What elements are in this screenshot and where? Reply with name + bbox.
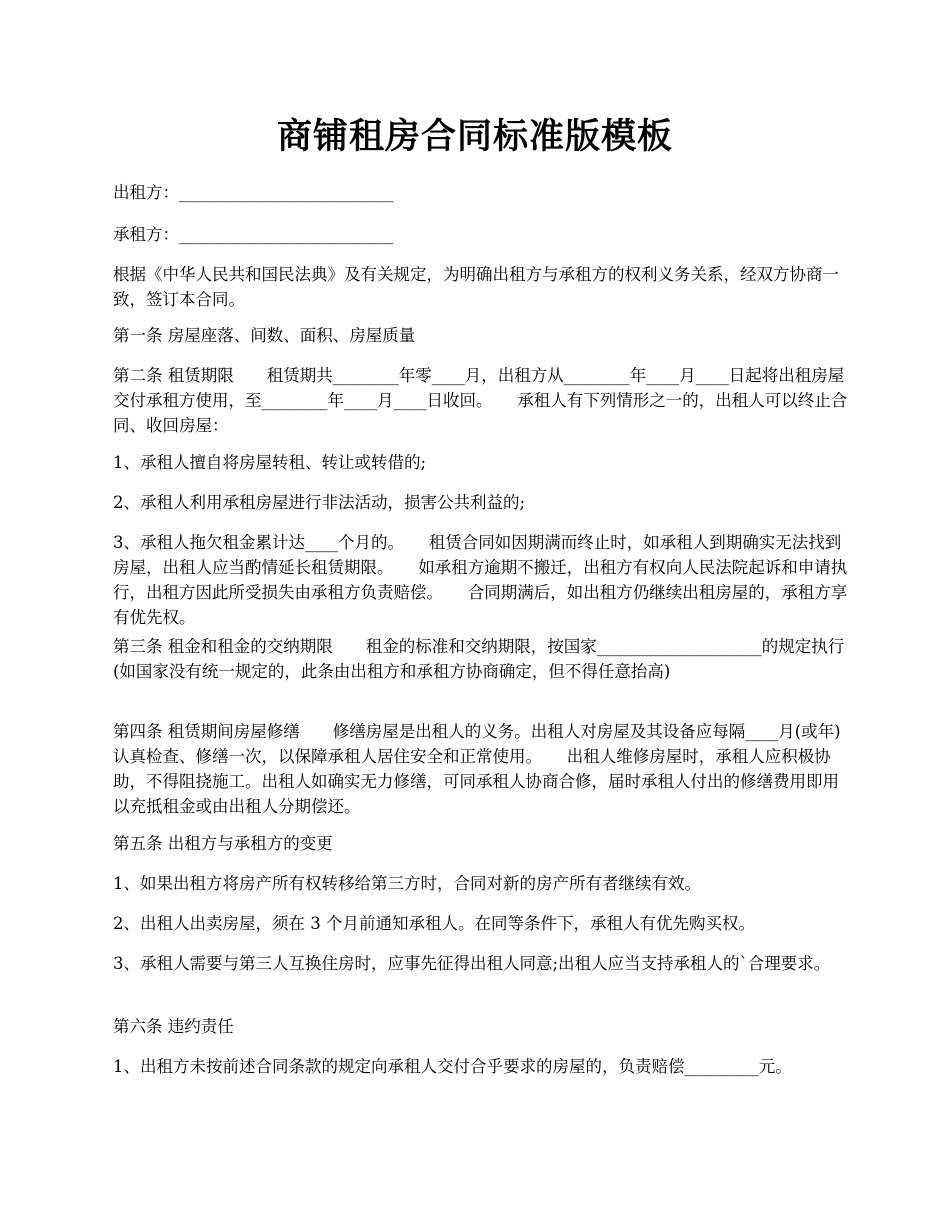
article-2-item-1: 1、承租人擅自将房屋转租、转让或转借的;: [113, 453, 427, 472]
lessee-field: 承租方：__________________________: [113, 225, 394, 244]
article-1-heading: 第一条 房屋座落、间数、面积、房屋质量: [113, 326, 416, 345]
article-3-paragraph: 第三条 租金和租金的交纳期限 租金的标准和交纳期限，按国家____________________的规定执行(如国家没有统一规定的，此条由出租方和承租方协商确定，但不得任意抬高): [113, 637, 845, 681]
article-5-heading: 第五条 出租方与承租方的变更: [113, 834, 333, 853]
preamble-paragraph: 根据《中华人民共和国民法典》及有关规定，为明确出租方与承租方的权利义务关系，经双方协商一致，签订本合同。: [113, 265, 839, 309]
article-5-item-2: 2、出租人出卖房屋，须在 3 个月前通知承租人。在同等条件下，承租人有优先购买权。: [113, 914, 755, 933]
article-5-item-1: 1、如果出租方将房产所有权转移给第三方时，合同对新的房产所有者继续有效。: [113, 874, 701, 893]
article-6-heading: 第六条 违约责任: [113, 1017, 234, 1036]
lessor-field: 出租方：__________________________: [113, 183, 394, 202]
document-title: 商铺租房合同标准版模板: [276, 116, 673, 157]
article-5-item-3: 3、承租人需要与第三人互换住房时，应事先征得出租人同意;出租人应当支持承租人的`合理要求。: [113, 954, 831, 973]
article-6-item-1: 1、出租方未按前述合同条款的规定向承租人交付合乎要求的房屋的，负责赔偿_________元。: [113, 1057, 792, 1076]
article-2-item-3: 3、承租人拖欠租金累计达____个月的。 租赁合同如因期满而终止时，如承租人到期确实无法找到房屋，出租人应当酌情延长租赁期限。 如承租方逾期不搬迁，出租方有权向人民法院起诉和申请执行，出租方因此所受损失由承租方负责赔偿。 合同期满后，如出租方仍继续出租房屋的，承租方享有优先权。: [113, 533, 848, 627]
article-2-paragraph: 第二条 租赁期限 租赁期共________年零____月，出租方从________年____月____日起将出租房屋交付承租方使用，至________年____月____日收回。 承租人有下列情形之一的，出租人可以终止合同、收回房屋：: [113, 366, 848, 435]
article-2-item-2: 2、承租人利用承租房屋进行非法活动，损害公共利益的;: [113, 493, 526, 512]
article-4-paragraph: 第四条 租赁期间房屋修缮 修缮房屋是出租人的义务。出租人对房屋及其设备应每隔____月(或年)认真检查、修缮一次，以保障承租人居住安全和正常使用。 出租人维修房屋时，承租人应积极协助，不得阻挠施工。出租人如确实无力修缮，可同承租人协商合修，届时承租人付出的修缮费用即用以充抵租金或由出租人分期偿还。: [113, 722, 841, 816]
